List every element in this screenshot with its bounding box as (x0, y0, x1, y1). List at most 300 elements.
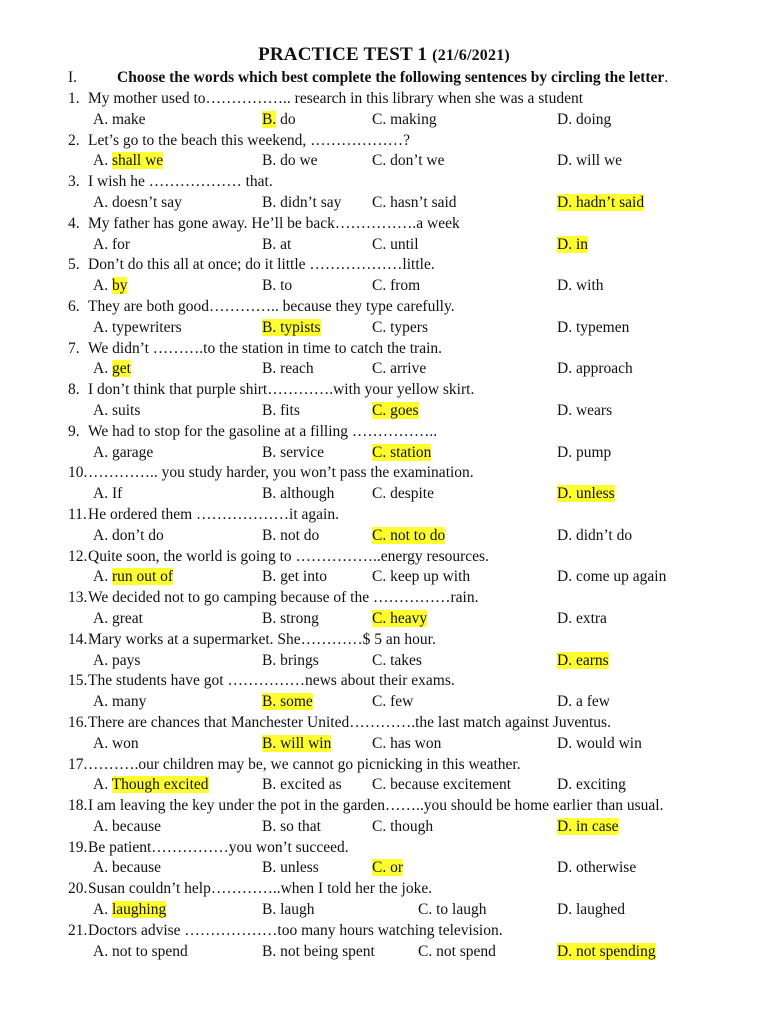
option-a[interactable] (93, 775, 209, 796)
question-number: 16. (68, 713, 88, 731)
option-text: garage (111, 443, 154, 461)
question-text: Don’t do this all at once; do it little ………………little. (88, 256, 435, 274)
option-b[interactable] (262, 734, 331, 755)
answer-highlight (372, 527, 445, 544)
question-text: The students have got ……………news about their exams. (88, 672, 455, 690)
option-text: takes (390, 651, 422, 669)
option-b[interactable] (262, 359, 314, 380)
option-d[interactable] (557, 484, 615, 505)
option-letter: A. (93, 443, 109, 461)
option-letter: C. (418, 942, 433, 960)
options-row (0, 110, 768, 131)
option-a[interactable] (93, 443, 153, 464)
option-text: laughed (575, 901, 626, 919)
option-text: make (111, 110, 146, 128)
option-text: will we (575, 152, 623, 170)
option-a[interactable] (93, 817, 161, 838)
option-letter: D. (557, 734, 573, 752)
question-number: 4. (68, 214, 80, 232)
answer-highlight (557, 485, 615, 502)
question-number: 9. (68, 422, 80, 440)
option-text: because excitement (390, 776, 512, 794)
option-letter: C. (372, 817, 387, 835)
option-letter: D. (557, 235, 573, 253)
option-letter: A. (93, 152, 109, 170)
option-letter: A. (93, 901, 109, 919)
option-letter: D. (557, 526, 573, 544)
question-text: My father has gone away. He’ll be back…………….a week (88, 214, 460, 232)
option-letter: D. (557, 901, 573, 919)
question-text: Quite soon, the world is going to ……………..energy resources. (88, 547, 489, 565)
option-text: suits (111, 401, 141, 419)
question-text: Mary works at a supermarket. She…………$ 5 an hour. (88, 630, 436, 648)
option-text: typists (280, 318, 321, 336)
question-number: 17. (68, 755, 88, 773)
answer-highlight (262, 693, 313, 710)
option-a[interactable] (93, 526, 164, 547)
option-letter: B. (262, 401, 277, 419)
question-number: 5. (68, 256, 80, 274)
option-letter: D. (557, 110, 573, 128)
option-text: hadn’t said (575, 193, 645, 211)
question-10 (0, 463, 768, 484)
option-a[interactable] (93, 609, 143, 630)
option-letter: D. (557, 485, 573, 503)
option-letter: A. (93, 360, 109, 378)
question-text: Susan couldn’t help…………..when I told her the joke. (88, 880, 433, 898)
option-text: don’t do (111, 526, 164, 544)
option-c[interactable] (372, 609, 427, 630)
question-text: ………….. you study harder, you won’t pass the examination. (88, 464, 474, 482)
option-a[interactable] (93, 484, 122, 505)
option-text: will win (280, 734, 332, 752)
option-letter: D. (557, 152, 573, 170)
option-c[interactable] (418, 942, 496, 963)
question-3 (0, 172, 768, 193)
option-a[interactable] (93, 401, 140, 422)
option-b[interactable] (262, 775, 342, 796)
option-text: because (111, 817, 162, 835)
option-letter: D. (557, 360, 573, 378)
option-d[interactable] (557, 609, 607, 630)
question-number: 20. (68, 880, 88, 898)
option-letter: B. (262, 526, 277, 544)
option-d[interactable] (557, 692, 610, 713)
question-5 (0, 255, 768, 276)
option-d[interactable] (557, 318, 629, 339)
question-number: 6. (68, 297, 80, 315)
option-letter: A. (93, 235, 109, 253)
option-letter: B. (262, 235, 277, 253)
option-text: by (111, 277, 128, 295)
option-c[interactable] (372, 401, 419, 422)
question-number: 3. (68, 173, 80, 191)
option-c[interactable] (418, 900, 486, 921)
question-17 (0, 755, 768, 776)
option-text: If (111, 485, 123, 503)
question-13 (0, 588, 768, 609)
option-letter: C. (372, 401, 387, 419)
option-b[interactable] (262, 651, 319, 672)
question-number: 12. (68, 547, 88, 565)
question-6 (0, 297, 768, 318)
question-number: 7. (68, 339, 80, 357)
option-text: great (111, 609, 143, 627)
option-text: though (390, 817, 434, 835)
option-letter: B. (262, 443, 277, 461)
question-number: 21. (68, 921, 88, 939)
question-1 (0, 89, 768, 110)
option-text: extra (575, 609, 607, 627)
option-letter: B. (262, 651, 277, 669)
option-letter: C. (372, 859, 387, 877)
option-letter: D. (557, 817, 573, 835)
option-text: come up again (575, 568, 667, 586)
option-b[interactable] (262, 151, 318, 172)
option-c[interactable] (372, 692, 413, 713)
option-d[interactable] (557, 900, 625, 921)
option-letter: B. (262, 734, 277, 752)
question-text: Let’s go to the beach this weekend, ………………? (88, 131, 410, 149)
option-b[interactable] (262, 900, 315, 921)
option-text: to laugh (436, 901, 487, 919)
answer-highlight (372, 859, 403, 876)
option-c[interactable] (372, 817, 433, 838)
option-c[interactable] (372, 651, 422, 672)
option-letter: D. (557, 693, 573, 711)
option-text: pays (111, 651, 141, 669)
options-row (0, 484, 768, 505)
option-text: shall we (111, 152, 164, 170)
option-b[interactable] (262, 567, 327, 588)
question-number: 15. (68, 672, 88, 690)
question-2 (0, 131, 768, 152)
option-d[interactable] (557, 401, 612, 422)
option-text: in (575, 235, 589, 253)
option-c[interactable] (372, 151, 444, 172)
option-text: earns (575, 651, 609, 669)
question-text: Be patient……………you won’t succeed. (88, 838, 349, 856)
option-text: fits (280, 401, 300, 419)
question-7 (0, 339, 768, 360)
option-d[interactable] (557, 651, 609, 672)
question-number: 1. (68, 90, 80, 107)
option-text: station (390, 443, 432, 461)
option-text: for (111, 235, 131, 253)
option-text: service (280, 443, 324, 461)
option-c[interactable] (372, 276, 420, 297)
option-letter: C. (372, 485, 387, 503)
option-letter: A. (93, 401, 109, 419)
question-text: We had to stop for the gasoline at a filling …………….. (88, 422, 438, 440)
option-b[interactable] (262, 942, 375, 963)
option-d[interactable] (557, 359, 633, 380)
option-b[interactable] (262, 193, 341, 214)
options-row (0, 734, 768, 755)
options-row (0, 318, 768, 339)
option-letter: B. (262, 277, 277, 295)
question-4 (0, 214, 768, 235)
option-letter: C. (372, 526, 387, 544)
option-b[interactable] (262, 276, 292, 297)
options-row (0, 193, 768, 214)
option-letter: B. (262, 693, 277, 711)
option-text: not to spend (111, 942, 188, 960)
option-letter: D. (557, 193, 573, 211)
option-b[interactable] (262, 692, 313, 713)
option-text: brings (280, 651, 319, 669)
option-text: didn’t say (280, 193, 342, 211)
title-text: PRACTICE TEST 1 (258, 44, 428, 65)
option-c[interactable] (372, 734, 441, 755)
option-text: typemen (575, 318, 630, 336)
option-letter: A. (93, 776, 109, 794)
question-11 (0, 505, 768, 526)
answer-highlight (557, 818, 619, 835)
option-a[interactable] (93, 193, 182, 214)
option-letter: C. (372, 318, 387, 336)
option-letter: B. (262, 110, 277, 128)
option-a[interactable] (93, 318, 182, 339)
question-number: 10. (68, 464, 88, 482)
option-text: typers (390, 318, 428, 336)
question-text: ……….our children may be, we cannot go picnicking in this weather. (88, 755, 521, 773)
option-text: despite (390, 485, 434, 503)
option-a[interactable] (93, 567, 173, 588)
option-text: or (390, 859, 404, 877)
title-date: (21/6/2021) (432, 47, 510, 64)
option-letter: A. (93, 110, 109, 128)
option-letter: B. (262, 859, 277, 877)
option-letter: A. (93, 859, 109, 877)
option-text: until (390, 235, 419, 253)
option-c[interactable] (372, 110, 437, 131)
option-letter: A. (93, 609, 109, 627)
option-letter: C. (372, 152, 387, 170)
option-text: from (390, 277, 421, 295)
option-b[interactable] (262, 443, 324, 464)
option-a[interactable] (93, 359, 131, 380)
option-text: to (280, 277, 293, 295)
option-text: do we (280, 152, 318, 170)
question-number: 2. (68, 131, 80, 149)
question-number: 14. (68, 630, 88, 648)
option-a[interactable] (93, 235, 130, 256)
option-text: at (280, 235, 292, 253)
option-text: in case (575, 817, 619, 835)
option-letter: B. (262, 360, 277, 378)
option-a[interactable] (93, 734, 139, 755)
option-d[interactable] (557, 193, 644, 214)
option-c[interactable] (372, 318, 428, 339)
option-letter: A. (93, 485, 109, 503)
question-text: My mother used to…………….. research in this library when she was a student (88, 90, 584, 107)
option-text: keep up with (390, 568, 471, 586)
question-16 (0, 713, 768, 734)
option-b[interactable] (262, 484, 334, 505)
options-row (0, 692, 768, 713)
question-text: I wish he ……………… that. (88, 173, 273, 191)
options-row (0, 235, 768, 256)
answer-highlight (262, 735, 331, 752)
option-c[interactable] (372, 567, 470, 588)
option-text: not spending (575, 942, 656, 960)
option-d[interactable] (557, 151, 622, 172)
option-a[interactable] (93, 900, 166, 921)
section-instruction: Choose the words which best complete the following sentences by circling the letter (117, 69, 665, 86)
option-text: unless (575, 485, 615, 503)
option-b[interactable] (262, 526, 319, 547)
question-text: I don’t think that purple shirt………….with your yellow skirt. (88, 381, 475, 399)
option-text: heavy (390, 609, 428, 627)
question-number: 8. (68, 381, 80, 399)
option-letter: C. (372, 193, 387, 211)
option-text: a few (575, 693, 610, 711)
option-letter: A. (93, 734, 109, 752)
option-a[interactable] (93, 276, 127, 297)
option-letter: B. (262, 609, 277, 627)
options-row (0, 817, 768, 838)
option-letter: C. (372, 734, 387, 752)
section-number: I. (68, 69, 78, 86)
option-text: arrive (390, 360, 427, 378)
option-text: excited as (280, 776, 342, 794)
option-letter: B. (262, 193, 277, 211)
question-21 (0, 921, 768, 942)
option-b[interactable] (262, 110, 296, 131)
question-text: There are chances that Manchester United………….the last match against Juventus. (88, 713, 611, 731)
question-15 (0, 671, 768, 692)
section-heading (68, 69, 668, 87)
option-d[interactable] (557, 567, 666, 588)
option-text: few (390, 693, 414, 711)
option-b[interactable] (262, 401, 300, 422)
option-text: didn’t do (575, 526, 633, 544)
option-letter: B. (262, 485, 277, 503)
option-text: do (280, 110, 296, 128)
option-c[interactable] (372, 193, 457, 214)
option-d[interactable] (557, 276, 604, 297)
option-b[interactable] (262, 609, 319, 630)
option-text: not do (280, 526, 320, 544)
option-b[interactable] (262, 235, 291, 256)
option-d[interactable] (557, 734, 642, 755)
option-d[interactable] (557, 775, 626, 796)
option-text: doing (575, 110, 612, 128)
option-text: get into (280, 568, 328, 586)
option-text: pump (575, 443, 612, 461)
question-text: We decided not to go camping because of the ……………rain. (88, 589, 479, 607)
option-letter: A. (93, 526, 109, 544)
option-letter: C. (372, 443, 387, 461)
option-a[interactable] (93, 942, 188, 963)
option-d[interactable] (557, 858, 636, 879)
option-text: don’t we (390, 152, 445, 170)
option-c[interactable] (372, 775, 511, 796)
option-letter: D. (557, 651, 573, 669)
option-letter: C. (372, 235, 387, 253)
answer-highlight (262, 319, 321, 336)
options-row (0, 775, 768, 796)
option-text: because (111, 859, 162, 877)
option-d[interactable] (557, 942, 656, 963)
option-letter: B. (262, 901, 277, 919)
option-letter: C. (372, 776, 387, 794)
option-a[interactable] (93, 110, 146, 131)
option-d[interactable] (557, 110, 611, 131)
option-a[interactable] (93, 692, 146, 713)
option-c[interactable] (372, 484, 434, 505)
page-title (0, 44, 768, 66)
option-d[interactable] (557, 526, 632, 547)
question-12 (0, 547, 768, 568)
option-b[interactable] (262, 817, 321, 838)
question-9 (0, 422, 768, 443)
option-letter: A. (93, 693, 109, 711)
option-text: has won (390, 734, 442, 752)
option-text: making (390, 110, 437, 128)
option-b[interactable] (262, 318, 321, 339)
option-a[interactable] (93, 151, 163, 172)
options-row (0, 443, 768, 464)
options-row (0, 276, 768, 297)
option-c[interactable] (372, 526, 445, 547)
question-20 (0, 879, 768, 900)
option-text: get (111, 360, 131, 378)
option-letter: C. (372, 609, 387, 627)
option-text: not spend (436, 942, 496, 960)
answer-highlight (372, 444, 431, 461)
option-c[interactable] (372, 359, 426, 380)
option-c[interactable] (372, 235, 419, 256)
question-number: 19. (68, 838, 88, 856)
option-d[interactable] (557, 817, 619, 838)
option-text: unless (280, 859, 319, 877)
option-text: won (111, 734, 139, 752)
option-letter: C. (372, 277, 387, 295)
option-text: exciting (575, 776, 626, 794)
option-a[interactable] (93, 651, 140, 672)
option-text: not being spent (280, 942, 375, 960)
answer-highlight (372, 402, 419, 419)
option-b[interactable] (262, 858, 319, 879)
question-text: We didn’t ……….to the station in time to catch the train. (88, 339, 443, 357)
option-text: laughing (111, 901, 167, 919)
options-row (0, 651, 768, 672)
question-19 (0, 838, 768, 859)
option-letter: A. (93, 193, 109, 211)
option-text: hasn’t said (390, 193, 457, 211)
option-a[interactable] (93, 858, 161, 879)
option-letter: C. (372, 651, 387, 669)
option-letter: A. (93, 568, 109, 586)
option-letter: D. (557, 318, 573, 336)
option-letter: D. (557, 609, 573, 627)
option-letter: B. (262, 942, 277, 960)
option-letter: C. (418, 901, 433, 919)
option-text: so that (280, 817, 321, 835)
option-letter: A. (93, 277, 109, 295)
option-text: reach (280, 360, 314, 378)
option-c[interactable] (372, 443, 431, 464)
option-letter: A. (93, 651, 109, 669)
option-d[interactable] (557, 235, 588, 256)
option-letter: C. (372, 693, 387, 711)
question-14 (0, 630, 768, 651)
option-letter: D. (557, 401, 573, 419)
option-d[interactable] (557, 443, 611, 464)
option-c[interactable] (372, 858, 403, 879)
